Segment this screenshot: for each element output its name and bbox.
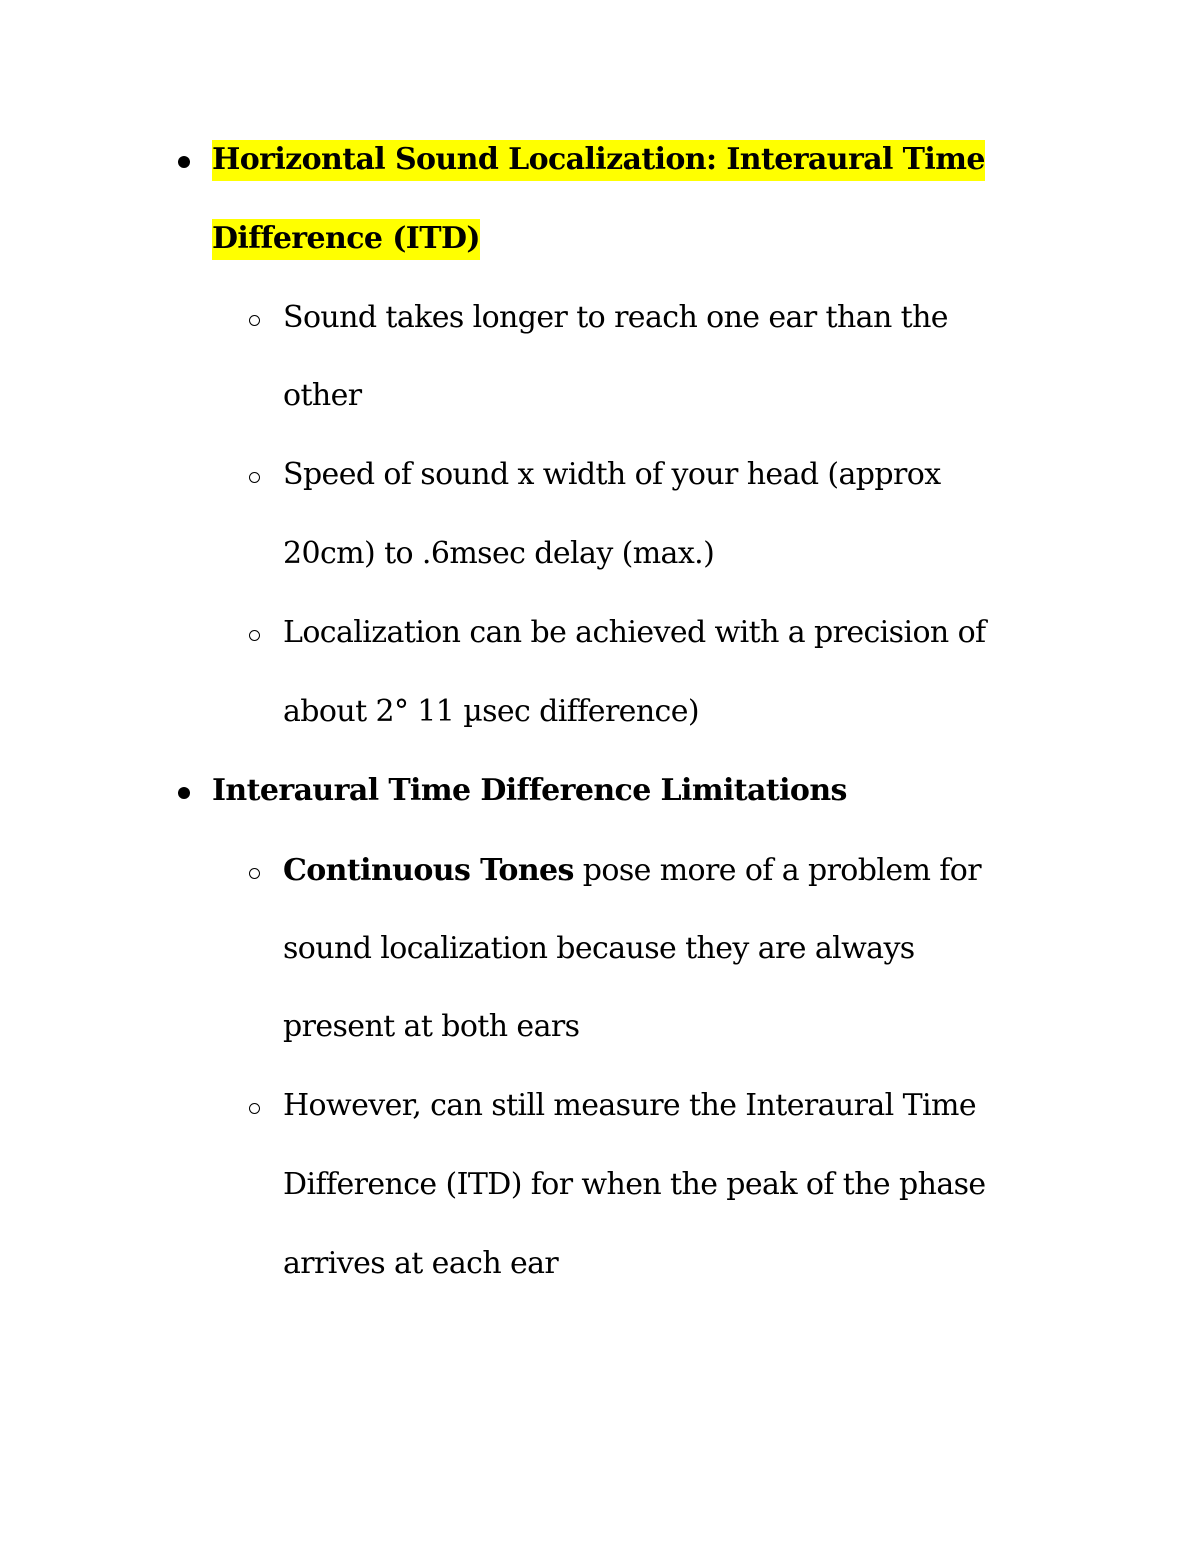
hollow-bullet-icon	[249, 1103, 260, 1114]
section-heading	[212, 219, 480, 259]
highlighted-text: Horizontal Sound Localization: Interaural Time	[212, 140, 985, 181]
hollow-bullet-icon	[249, 868, 260, 879]
list-item-text: Sound takes longer to reach one ear than the	[283, 300, 948, 335]
section-heading: Interaural Time Difference Limitations	[212, 773, 847, 808]
bold-term: Continuous Tones	[283, 853, 574, 888]
list-item-text: 20cm) to .6msec delay (max.)	[283, 536, 715, 571]
list-item-text: arrives at each ear	[283, 1246, 559, 1281]
list-item-text: other	[283, 378, 362, 413]
list-item-text: sound localization because they are always	[283, 931, 915, 966]
list-item-text: Localization can be achieved with a precision of	[283, 615, 986, 650]
list-item-text: However, can still measure the Interaural Time	[283, 1088, 976, 1123]
hollow-bullet-icon	[249, 315, 260, 326]
highlighted-text: Difference (ITD)	[212, 219, 480, 260]
list-item-text: about 2° 11 µsec difference)	[283, 694, 700, 729]
hollow-bullet-icon	[249, 472, 260, 483]
filled-bullet-icon	[178, 787, 190, 799]
hollow-bullet-icon	[249, 630, 260, 641]
list-item-text	[283, 851, 981, 891]
list-item-text: present at both ears	[283, 1009, 580, 1044]
list-item-text: Speed of sound x width of your head (approx	[283, 457, 941, 492]
list-item-text-rest: pose more of a problem for	[573, 853, 982, 888]
filled-bullet-icon	[178, 156, 190, 168]
section-heading	[212, 140, 985, 180]
list-item-text: Difference (ITD) for when the peak of the phase	[283, 1167, 986, 1202]
